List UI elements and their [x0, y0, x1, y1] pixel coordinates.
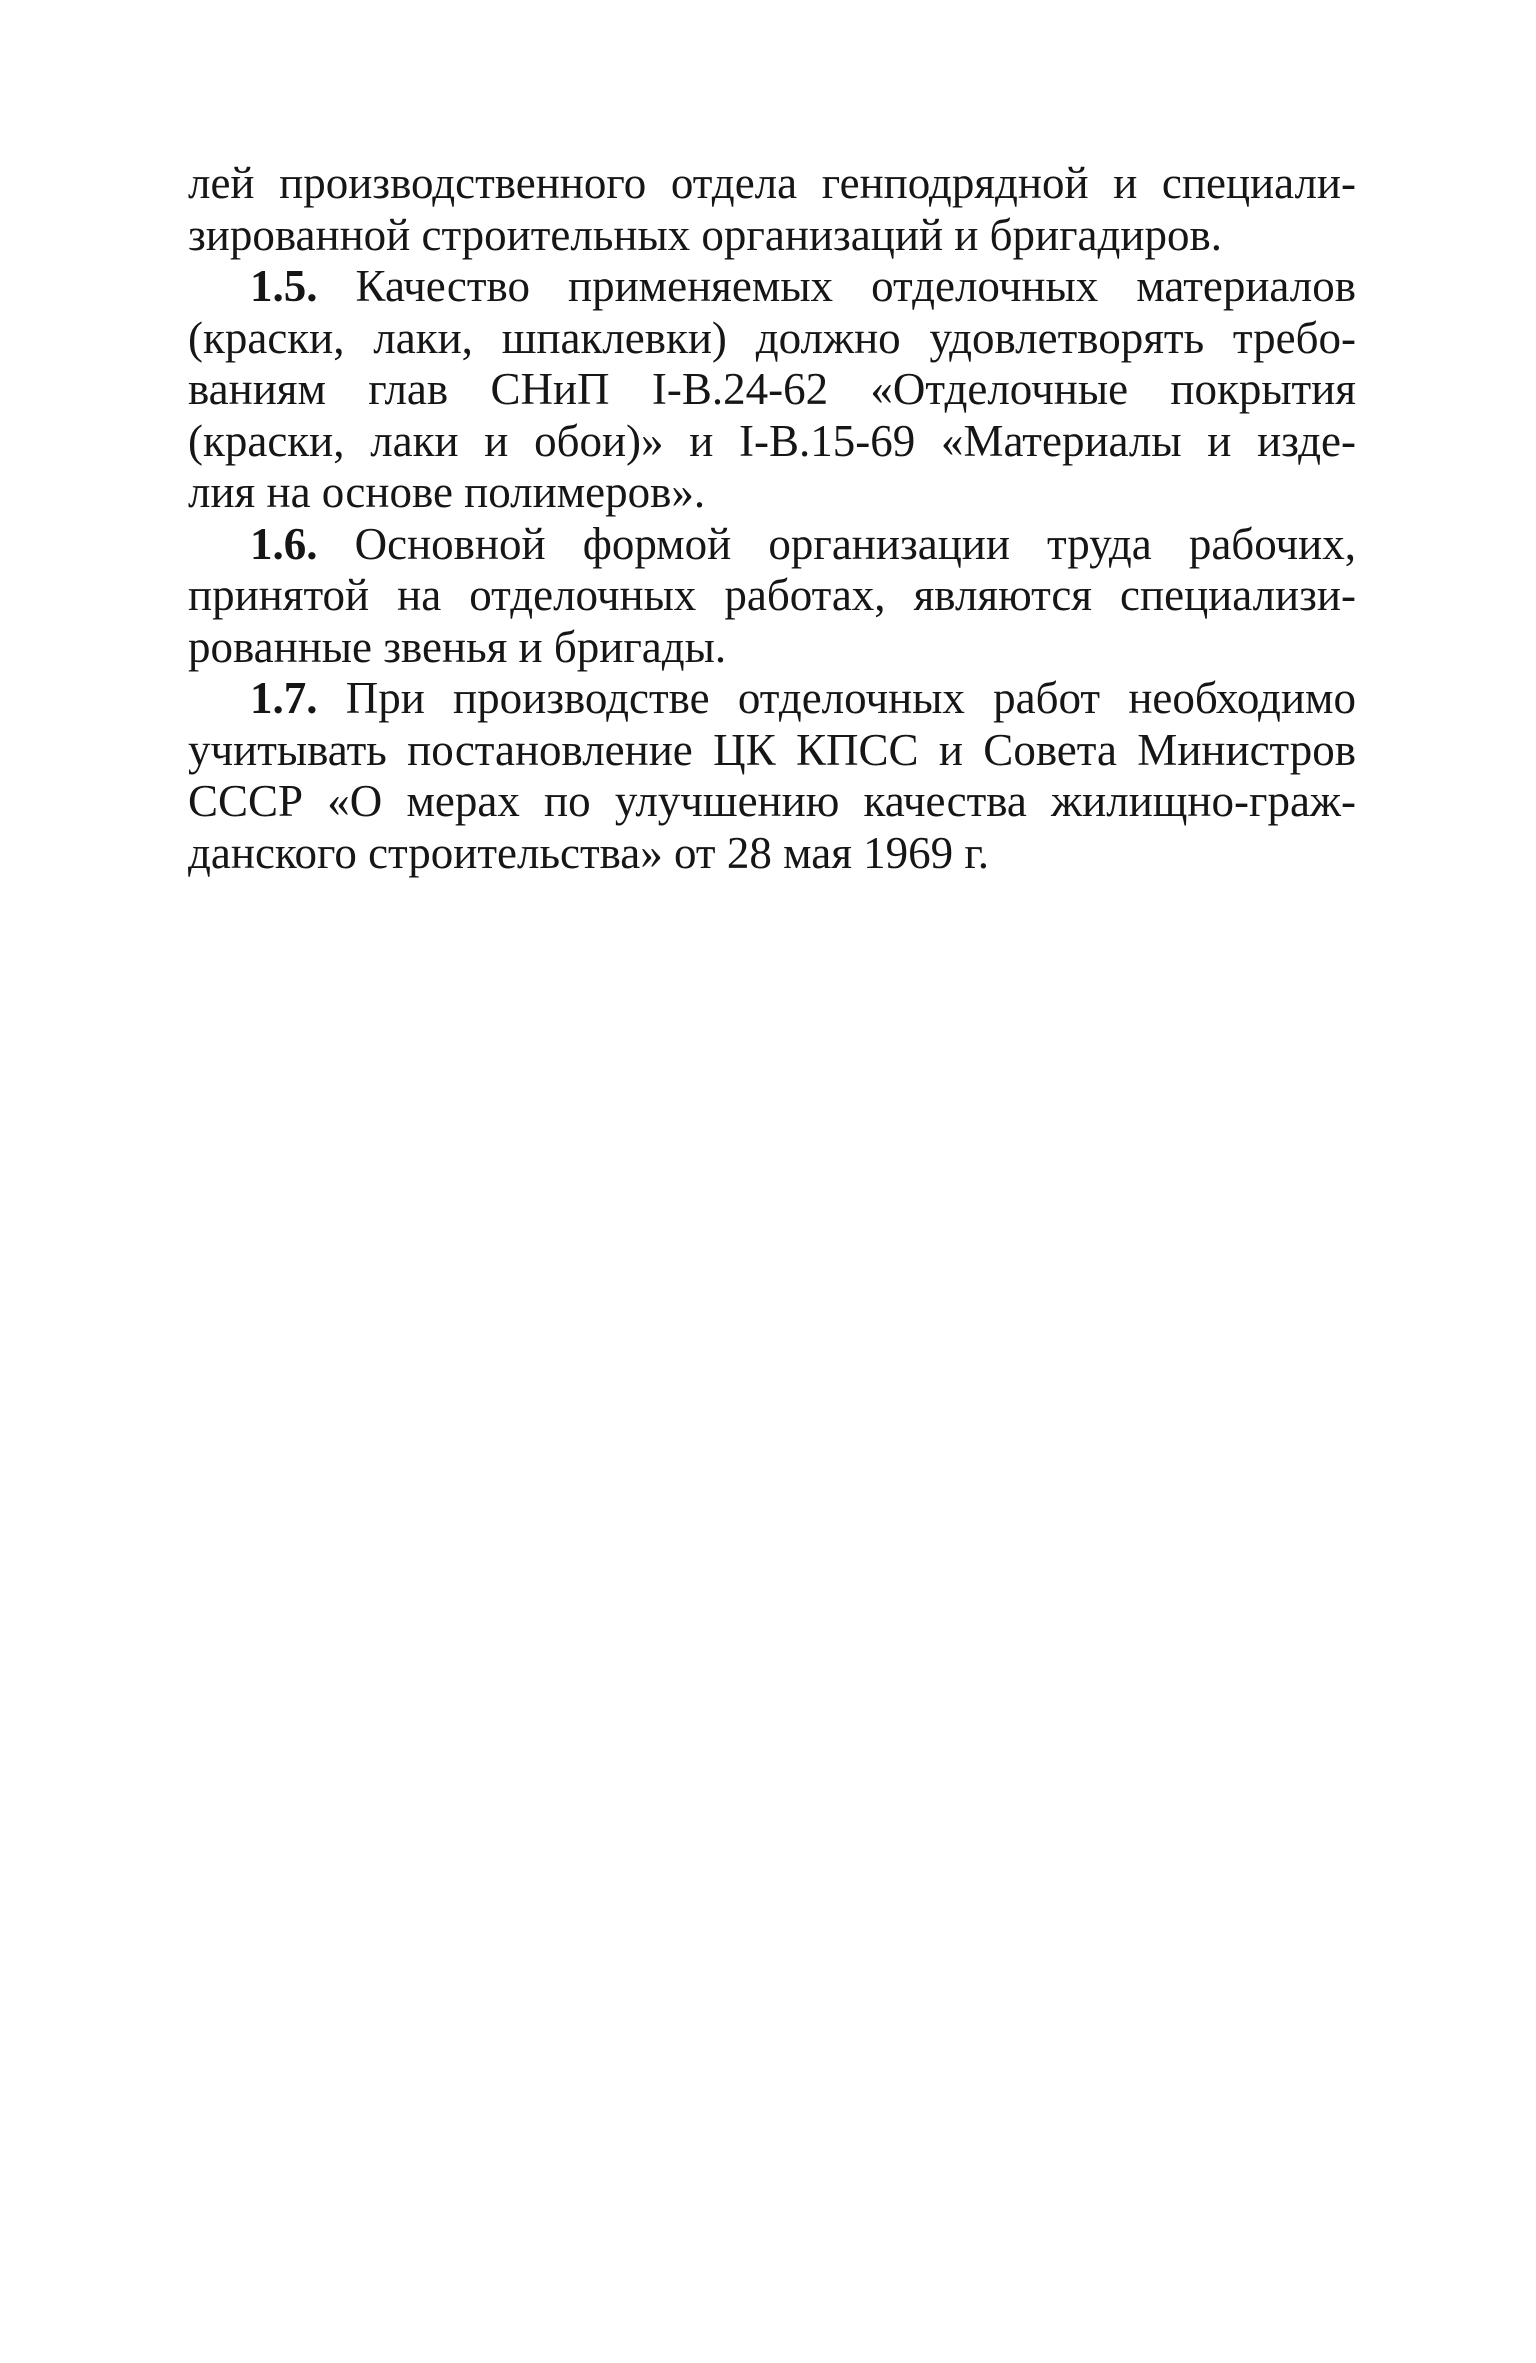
text-line: (краски, лаки и обои)» и I-B.15-69 «Материалы и изде-: [188, 415, 1356, 466]
text-line: лей производственного отдела генподрядной и специали-: [188, 158, 1356, 208]
text-line: принятой на отделочных работах, являются специализи-: [188, 570, 1356, 620]
text-line: учитывать постановление ЦК КПСС и Совета Министров: [188, 724, 1356, 775]
text-line: рованные звенья и бригады.: [188, 621, 727, 672]
paragraph-1-6-first-line: [188, 519, 1356, 571]
text-line: Качество применяемых отделочных материалов: [355, 261, 1356, 311]
paragraph-1-5-first-line: [188, 261, 1356, 313]
body-text: [188, 158, 1356, 879]
paragraph-1-7-first-line: [188, 673, 1356, 725]
text-line: данского строительства» от 28 мая 1969 г.: [188, 827, 990, 878]
paragraph-number: 1.7.: [250, 673, 318, 723]
text-line: При производстве отделочных работ необходимо: [345, 673, 1356, 723]
text-line: ваниям глав СНиП I-B.24-62 «Отделочные покрытия: [188, 364, 1356, 414]
text-line: лия на основе полимеров».: [188, 467, 706, 517]
paragraph-number: 1.6.: [250, 518, 318, 569]
paragraph-number: 1.5.: [250, 261, 318, 311]
text-line: (краски, лаки, шпаклевки) должно удовлетворять требо-: [188, 312, 1356, 363]
text-line: зированной строительных организаций и бригадиров.: [188, 209, 1222, 260]
text-line: СССР «О мерах по улучшению качества жилищно-граж-: [188, 776, 1356, 826]
text-line: Основной формой организации труда рабочих,: [354, 518, 1357, 569]
